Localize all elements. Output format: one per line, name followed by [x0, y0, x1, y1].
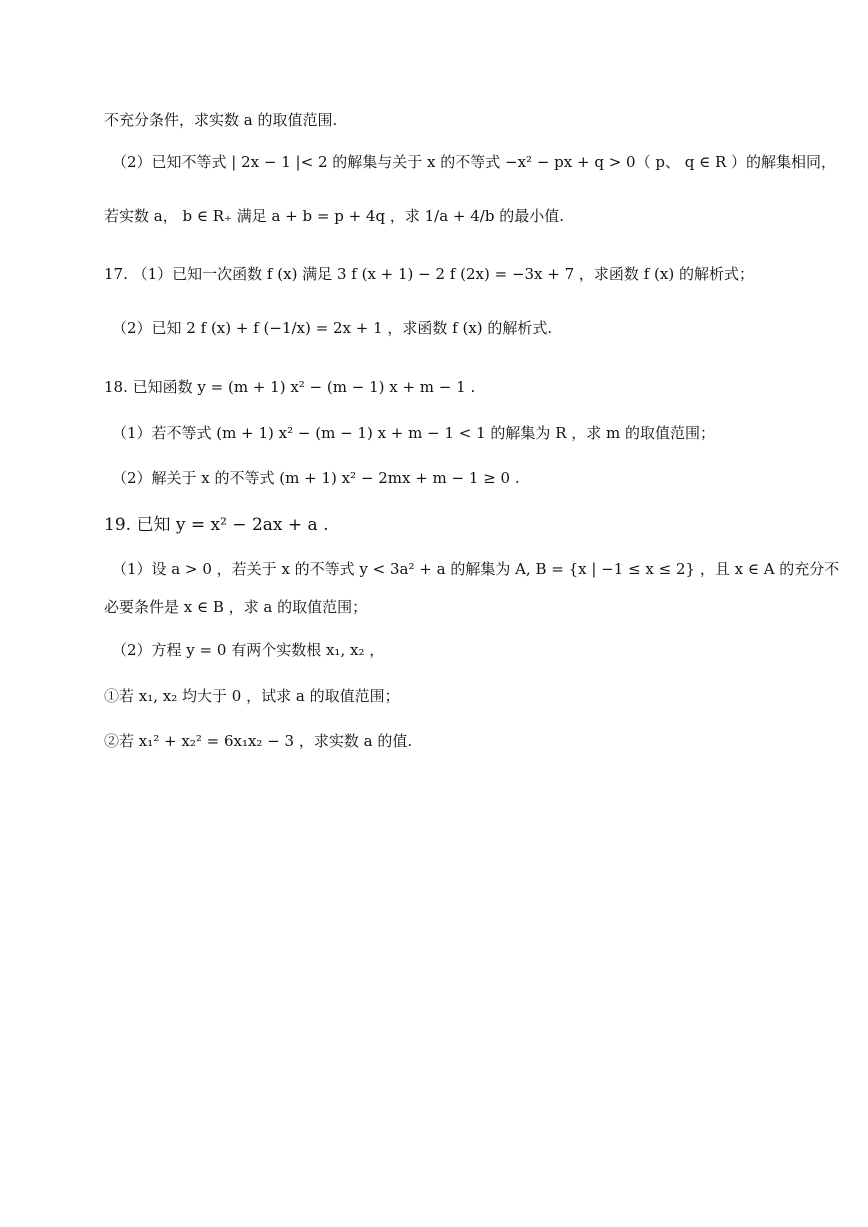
problem-19-part-2-a: ①若 x₁, x₂ 均大于 0 ，试求 a 的取值范围； — [104, 687, 400, 705]
problem-19-part-2-b: ②若 x₁² + x₂² = 6x₁x₂ − 3 ，求实数 a 的值. — [104, 732, 413, 750]
problem-19-part-2: （2）方程 y = 0 有两个实数根 x₁, x₂ ， — [112, 641, 385, 659]
problem-16-continuation: 不充分条件，求实数 a 的取值范围. — [104, 111, 338, 129]
problem-16-part-2-line-1: （2）已知不等式 | 2x − 1 |< 2 的解集与关于 x 的不等式 −x² − px + q > 0（ p、 q ∈ R ）的解集相同， — [112, 153, 837, 171]
problem-19-stem: 19. 已知 y = x² − 2ax + a . — [104, 515, 329, 535]
problem-17-part-2: （2）已知 2 f (x) + f (−1/x) = 2x + 1 ，求函数 f (x) 的解析式. — [112, 319, 553, 337]
problem-19-part-1-line-1: （1）设 a > 0 ，若关于 x 的不等式 y < 3a² + a 的解集为 A, B = {x | −1 ≤ x ≤ 2} ，且 x ∈ A 的充分不 — [112, 560, 840, 578]
problem-18-part-1: （1）若不等式 (m + 1) x² − (m − 1) x + m − 1 < 1 的解集为 R ，求 m 的取值范围； — [112, 424, 716, 442]
problem-17-part-1: 17. （1）已知一次函数 f (x) 满足 3 f (x + 1) − 2 f (2x) = −3x + 7 ，求函数 f (x) 的解析式； — [104, 265, 754, 283]
problem-16-part-2-line-2: 若实数 a， b ∈ R₊ 满足 a + b = p + 4q ，求 1/a + 4/b 的最小值. — [104, 207, 564, 225]
problem-18-stem: 18. 已知函数 y = (m + 1) x² − (m − 1) x + m − 1 . — [104, 378, 476, 396]
problem-18-part-2: （2）解关于 x 的不等式 (m + 1) x² − 2mx + m − 1 ≥ 0 . — [112, 469, 520, 487]
problem-19-part-1-line-2: 必要条件是 x ∈ B ，求 a 的取值范围； — [104, 598, 368, 616]
